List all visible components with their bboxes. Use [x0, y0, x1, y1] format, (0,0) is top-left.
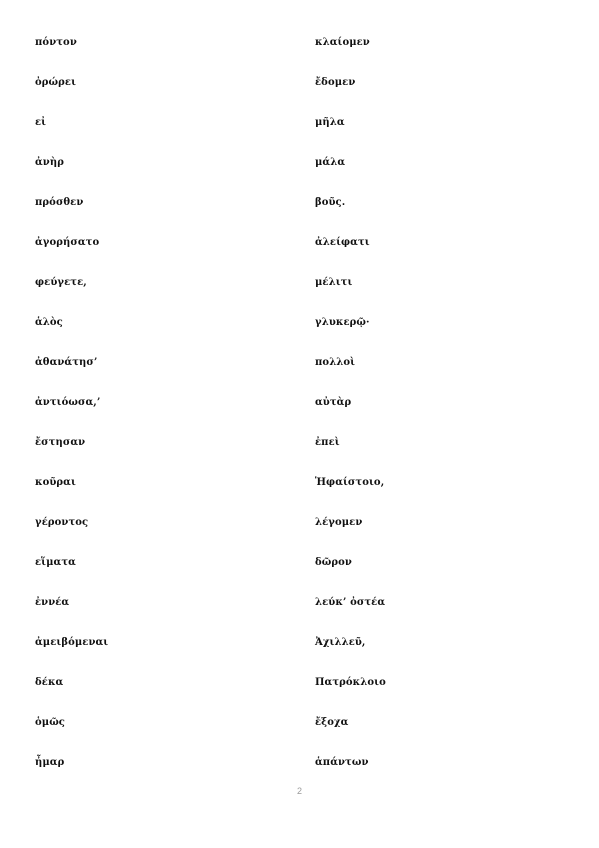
word-item: ἀντιόωσα,’ — [35, 397, 101, 408]
word-item: ὁμῶς — [35, 717, 65, 728]
word-item: πολλοὶ — [315, 357, 356, 368]
word-item: δῶρον — [315, 557, 352, 568]
left-word-column — [35, 36, 275, 796]
word-item: Πατρόκλοιο — [315, 677, 386, 688]
word-item: δέκα — [35, 677, 64, 688]
page-number: 2 — [296, 786, 302, 796]
word-item: φεύγετε, — [35, 277, 87, 288]
right-word-column — [315, 36, 555, 796]
word-item: ἔστησαν — [35, 437, 86, 448]
word-item: αὐτὰρ — [315, 397, 352, 408]
word-item: ὀρώρει — [35, 77, 77, 88]
word-item: ἀμειβόμεναι — [35, 637, 109, 648]
word-item: εἰ — [35, 117, 47, 128]
word-item: λεύκ’ ὀστέα — [315, 597, 386, 608]
word-item: Ἀχιλλεῦ, — [315, 637, 366, 648]
word-item: μῆλα — [315, 117, 345, 128]
word-item: ἀγορήσατο — [35, 237, 100, 248]
word-item: γέροντος — [35, 517, 89, 528]
word-item: μάλα — [315, 157, 346, 168]
word-item: λέγομεν — [315, 517, 363, 528]
word-item: ἐπεὶ — [315, 437, 340, 448]
word-item: εἵματα — [35, 557, 76, 568]
word-item: κλαίομεν — [315, 37, 370, 48]
word-item: ἀθανάτησ’ — [35, 357, 98, 368]
word-item: ἀλείφατι — [315, 237, 370, 248]
word-item: Ἡφαίστοιο, — [315, 477, 385, 488]
word-item: ἐννέα — [35, 597, 70, 608]
word-item: ἀνὴρ — [35, 157, 64, 168]
word-item: κοῦραι — [35, 477, 76, 488]
word-item: γλυκερῷ· — [315, 317, 370, 328]
word-item: ἁπάντων — [315, 757, 369, 768]
word-item: πρόσθεν — [35, 197, 84, 208]
word-item: ἔξοχα — [315, 717, 349, 728]
word-item: βοῦς. — [315, 197, 346, 208]
word-item: ἁλὸς — [35, 317, 63, 328]
word-item: ἦμαρ — [35, 757, 65, 768]
word-item: ἔδομεν — [315, 77, 356, 88]
word-item: πόντον — [35, 37, 77, 48]
word-item: μέλιτι — [315, 277, 353, 288]
